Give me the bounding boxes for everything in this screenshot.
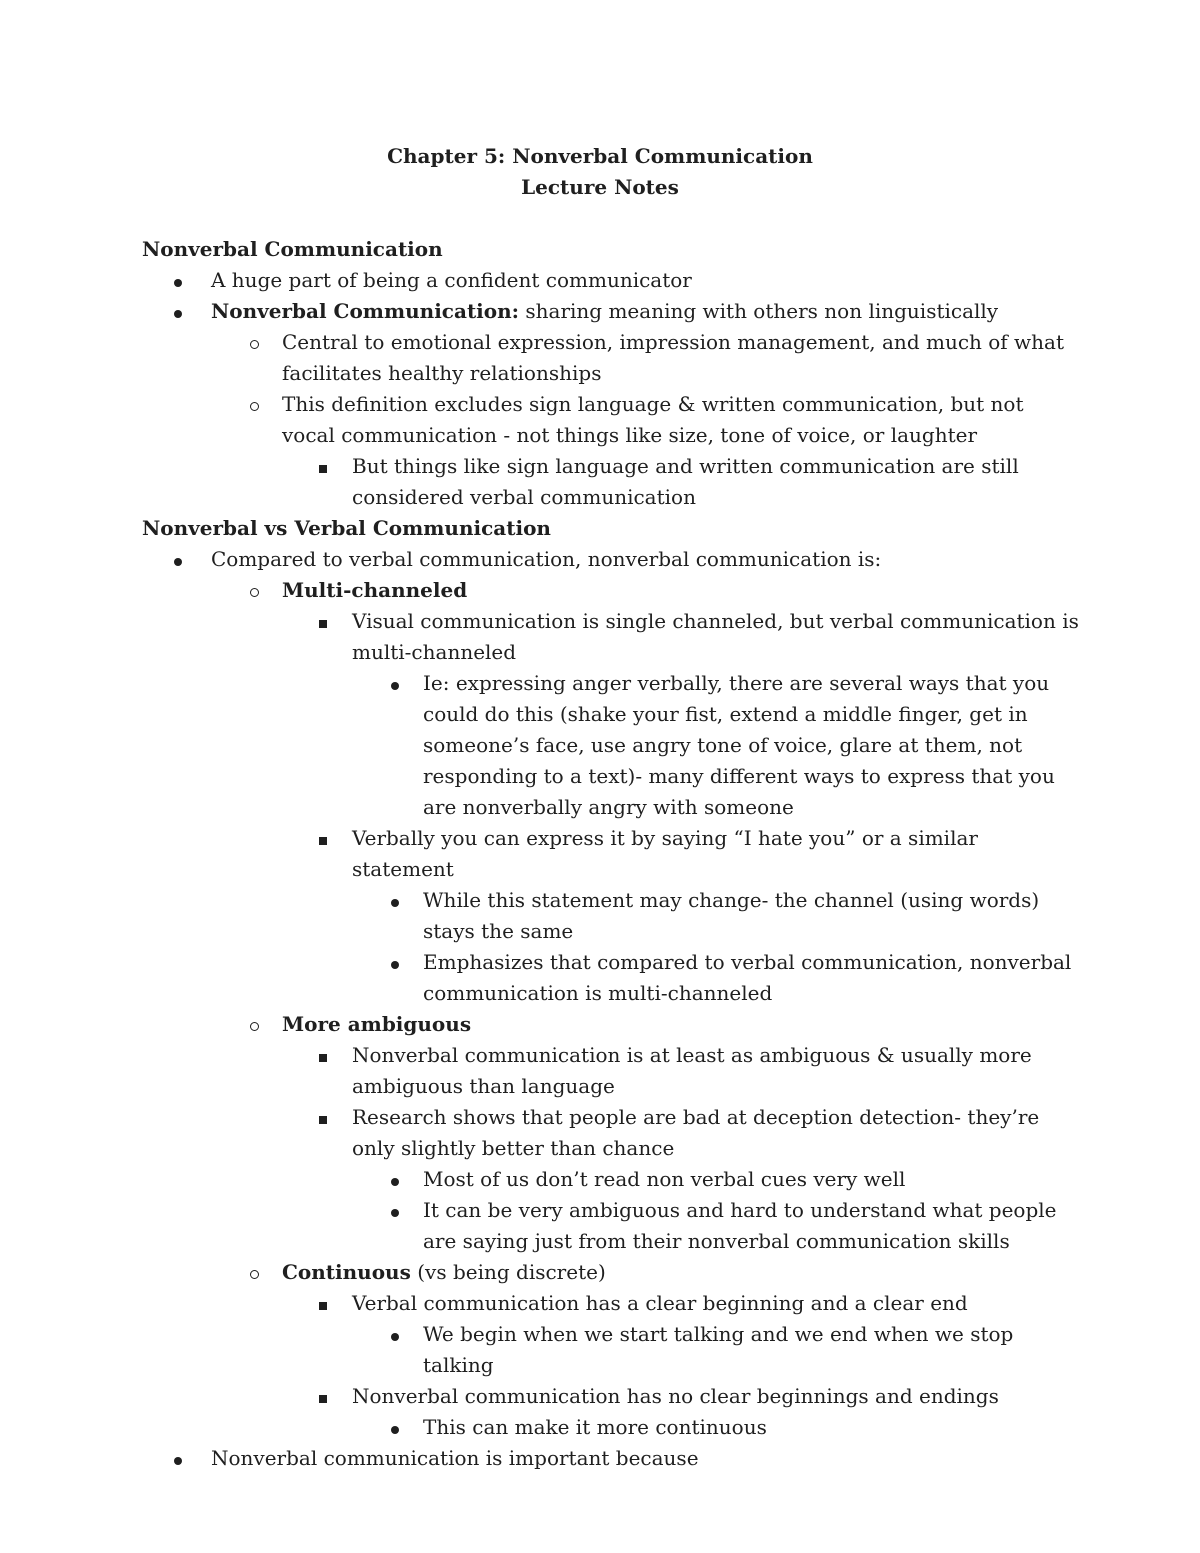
bullet-disc-icon	[174, 310, 182, 318]
list-item: This definition excludes sign language & written communication, but not vocal communication - not things like size, tone of voice, or laughter	[142, 389, 1082, 451]
list-item: Visual communication is single channeled, but verbal communication is multi-channeled	[142, 606, 1082, 668]
list-item: Verbally you can express it by saying “I hate you” or a similar statement	[142, 823, 1082, 885]
list-item: Verbal communication has a clear beginning and a clear end	[142, 1288, 1082, 1319]
bullet-disc-icon	[391, 682, 399, 690]
title-block	[0, 141, 1200, 203]
bullet-square-icon	[319, 1054, 327, 1062]
notes-body	[142, 234, 1082, 1474]
bullet-square-icon	[319, 837, 327, 845]
bullet-circle-icon	[250, 1270, 259, 1279]
list-item: Ie: expressing anger verbally, there are several ways that you could do this (shake your fist, extend a middle finger, get in someone’s face, use angry tone of voice, glare at them, not responding to a text)- many different ways to express that you are nonverbally angry with someone	[142, 668, 1082, 823]
section-heading: Nonverbal Communication	[142, 237, 443, 261]
list-item: More ambiguous	[142, 1009, 1082, 1040]
list-item: Central to emotional expression, impression management, and much of what facilitates healthy relationships	[142, 327, 1082, 389]
list-item: Emphasizes that compared to verbal communication, nonverbal communication is multi-channeled	[142, 947, 1082, 1009]
bullet-disc-icon	[391, 1333, 399, 1341]
bullet-disc-icon	[174, 1457, 182, 1465]
section-heading: Nonverbal vs Verbal Communication	[142, 516, 551, 540]
bullet-disc-icon	[391, 1178, 399, 1186]
bullet-circle-icon	[250, 402, 259, 411]
list-item: Compared to verbal communication, nonverbal communication is:	[142, 544, 1082, 575]
bullet-square-icon	[319, 1116, 327, 1124]
bullet-square-icon	[319, 620, 327, 628]
list-item: It can be very ambiguous and hard to understand what people are saying just from their nonverbal communication skills	[142, 1195, 1082, 1257]
list-item: We begin when we start talking and we end when we stop talking	[142, 1319, 1082, 1381]
page-title: Chapter 5: Nonverbal Communication	[387, 144, 813, 168]
list-item: Multi-channeled	[142, 575, 1082, 606]
bullet-disc-icon	[391, 1209, 399, 1217]
bullet-circle-icon	[250, 588, 259, 597]
list-item: Most of us don’t read non verbal cues very well	[142, 1164, 1082, 1195]
bullet-disc-icon	[391, 899, 399, 907]
bullet-square-icon	[319, 465, 327, 473]
bullet-disc-icon	[174, 279, 182, 287]
list-item: Nonverbal communication is important because	[142, 1443, 1082, 1474]
list-item: Nonverbal communication is at least as ambiguous & usually more ambiguous than language	[142, 1040, 1082, 1102]
bullet-square-icon	[319, 1395, 327, 1403]
list-item: A huge part of being a confident communicator	[142, 265, 1082, 296]
list-item: This can make it more continuous	[142, 1412, 1082, 1443]
bullet-circle-icon	[250, 1022, 259, 1031]
bullet-disc-icon	[391, 1426, 399, 1434]
term-label: Nonverbal Communication:	[211, 299, 520, 323]
list-item: Continuous (vs being discrete)	[142, 1257, 1082, 1288]
bullet-square-icon	[319, 1302, 327, 1310]
bullet-circle-icon	[250, 340, 259, 349]
list-item: While this statement may change- the channel (using words) stays the same	[142, 885, 1082, 947]
page-subtitle: Lecture Notes	[521, 175, 679, 199]
list-item: But things like sign language and written communication are still considered verbal communication	[142, 451, 1082, 513]
list-item: Nonverbal Communication: sharing meaning with others non linguistically	[142, 296, 1082, 327]
bullet-disc-icon	[391, 961, 399, 969]
bullet-disc-icon	[174, 558, 182, 566]
list-item: Nonverbal communication has no clear beginnings and endings	[142, 1381, 1082, 1412]
list-item: Research shows that people are bad at deception detection- they’re only slightly better than chance	[142, 1102, 1082, 1164]
